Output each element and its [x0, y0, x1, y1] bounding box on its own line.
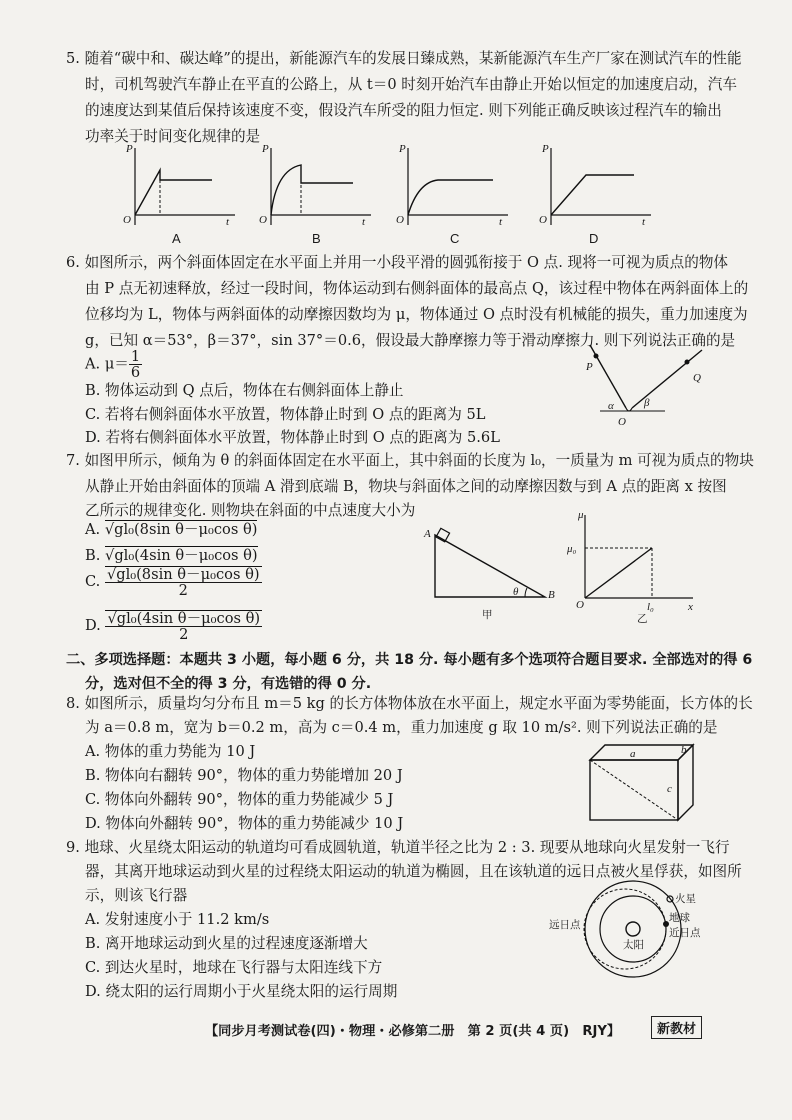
angle-alpha-label: α: [608, 400, 614, 412]
option-label: B.: [85, 547, 101, 564]
edge-a-label: a: [630, 748, 636, 760]
origin-label: O: [259, 214, 267, 226]
edge-c-label: c: [667, 783, 672, 795]
point-b-label: B: [548, 589, 555, 601]
option-expression: √gl₀(4sin θ－μ₀cos θ): [105, 547, 258, 564]
q5-option-d-label: D: [589, 231, 599, 246]
axis-x-label: x: [688, 601, 693, 613]
page-footer: 【同步月考测试卷(四)・物理・必修第二册 第 2 页(共 4 页) RJY】: [205, 1024, 621, 1039]
edge-b-label: b: [681, 744, 687, 756]
q6-option-a-prefix: A. μ＝: [85, 355, 129, 373]
q6-line-3: 位移均为 L，物体与两斜面体的动摩擦因数均为 μ，物体通过 O 点时没有机械能的损失，重力加速度为: [85, 306, 748, 323]
new-edition-badge: 新教材: [651, 1016, 702, 1039]
q6-line-1: 6. 如图所示，两个斜面体固定在水平面上并用一小段平滑的圆弧衔接于 O 点. 现将一可视为质点的物体: [66, 254, 729, 271]
q5-line-3: 的速度达到某值后保持该速度不变，假设汽车所受的阻力恒定. 则下列能正确反映该过程汽车的输出: [85, 102, 722, 119]
aphelion-label: 远日点: [549, 919, 581, 931]
transfer-orbit: [584, 889, 666, 969]
q6-option-d: D. 若将右侧斜面体水平放置，物体静止时到 O 点的距离为 5.6L: [85, 429, 500, 446]
q7-option-a: [85, 520, 257, 540]
q9-option-b: B. 离开地球运动到火星的过程速度逐渐增大: [85, 935, 368, 952]
earth-orbit: [600, 896, 666, 962]
q7-line-3: 乙所示的规律变化. 则物块在斜面的中点速度大小为: [85, 502, 416, 519]
section2-line-1: 二、多项选择题：本题共 3 小题，每小题 6 分，共 18 分. 每小题有多个选项符合题目要求. 全部选对的得 6: [66, 652, 753, 668]
q7-option-d: [85, 610, 262, 642]
fraction-denominator: 6: [130, 364, 141, 381]
q7-option-b: [85, 546, 258, 566]
q7-figure-yi: [567, 509, 705, 625]
q9-line-2: 器，其离开地球运动到火星的过程绕太阳运动的轨道为椭圆，且在该轨道的远日点被火星俘获，如图所: [85, 863, 742, 880]
point-p-label: P: [586, 361, 593, 373]
axis-p-label: P: [262, 143, 269, 155]
figure-caption-yi: 乙: [637, 613, 648, 625]
point-q-label: Q: [693, 372, 701, 384]
q5-graph-a: [120, 140, 240, 230]
option-label: A.: [85, 521, 101, 538]
q7-option-c: [85, 566, 262, 598]
q5-option-b-label: B: [312, 231, 321, 246]
q7-figure-jia: [420, 525, 560, 620]
q8-line-2: 为 a＝0.8 m，宽为 b＝0.2 m，高为 c＝0.4 m，重力加速度 g 取 10 m/s². 则下列说法正确的是: [85, 719, 718, 736]
axis-p-label: P: [399, 143, 406, 155]
angle-theta-label: θ: [513, 586, 519, 598]
perihelion-label: 近日点: [669, 927, 701, 939]
q6-option-c: C. 若将右侧斜面体水平放置，物体静止时到 O 点的距离为 5L: [85, 406, 486, 423]
axis-p-label: P: [126, 143, 133, 155]
q7-line-1: 7. 如图甲所示，倾角为 θ 的斜面体固定在水平面上，其中斜面的长度为 l₀，一质量为 m 可视为质点的物块: [66, 452, 754, 469]
power-curve: [551, 175, 634, 215]
q9-option-d: D. 绕太阳的运行周期小于火星绕太阳的运行周期: [85, 983, 398, 1000]
mu-line: [585, 548, 652, 598]
sun-icon: [626, 922, 640, 936]
q8-box-figure: [585, 742, 700, 824]
point-o-label: O: [618, 416, 626, 428]
origin-label: O: [539, 214, 547, 226]
q5-line-1: 5. 随着“碳中和、碳达峰”的提出，新能源汽车的发展日臻成熟，某新能源汽车生产厂家在测试汽车的性能: [66, 50, 742, 67]
l0-label: l₀: [647, 601, 654, 613]
q9-option-c: C. 到达火星时，地球在飞行器与太阳连线下方: [85, 959, 383, 976]
q9-orbit-figure: [545, 876, 715, 991]
fraction-denominator: 2: [179, 626, 189, 643]
angle-beta-label: β: [644, 397, 650, 409]
earth-label: 地球: [669, 912, 690, 924]
power-curve: [135, 170, 212, 215]
point-a-label: A: [424, 528, 431, 540]
axis-t-label: t: [642, 216, 646, 228]
q6-incline-figure: [580, 340, 710, 430]
q8-option-b: B. 物体向右翻转 90°，物体的重力势能增加 20 J: [85, 767, 403, 784]
q6-line-4: g，已知 α＝53°，β＝37°，sin 37°＝0.6，假设最大静摩擦力等于滑动摩擦力. 则下列说法正确的是: [85, 332, 736, 349]
axis-t-label: t: [499, 216, 503, 228]
q8-line-1: 8. 如图所示，质量均匀分布且 m＝5 kg 的长方体物体放在水平面上，规定水平面为零势能面，长方体的长: [66, 695, 753, 712]
q5-line-2: 时，司机驾驶汽车静止在平直的公路上，从 t＝0 时刻开始汽车由静止开始以恒定的加速度启动，汽车: [85, 76, 737, 93]
option-fraction: [105, 610, 262, 642]
axis-p-label: P: [542, 143, 549, 155]
origin-label: O: [123, 214, 131, 226]
sun-label: 太阳: [623, 939, 644, 951]
fraction-numerator: √gl₀(4sin θ－μ₀cos θ): [107, 610, 261, 627]
figure-caption-jia: 甲: [482, 609, 493, 621]
axis-t-label: t: [226, 216, 230, 228]
mu0-label: μ₀: [567, 543, 577, 555]
option-label: D.: [85, 617, 101, 634]
q9-line-1: 9. 地球、火星绕太阳运动的轨道均可看成圆轨道，轨道半径之比为 2 : 3. 现要从地球向火星发射一飞行: [66, 839, 730, 856]
origin-label: O: [396, 214, 404, 226]
q6-option-b: B. 物体运动到 Q 点后，物体在右侧斜面体上静止: [85, 382, 404, 399]
option-label: C.: [85, 573, 101, 590]
power-curve: [408, 180, 493, 215]
q5-option-c-label: C: [450, 231, 460, 246]
option-expression: √gl₀(8sin θ－μ₀cos θ): [104, 521, 258, 538]
q8-option-c: C. 物体向外翻转 90°，物体的重力势能减少 5 J: [85, 791, 394, 808]
option-fraction: [105, 566, 262, 598]
q6-option-a: [85, 349, 142, 380]
q8-option-d: D. 物体向外翻转 90°，物体的重力势能减少 10 J: [85, 815, 404, 832]
q6-line-2: 由 P 点无初速释放，经过一段时间，物体运动到右侧斜面体的最高点 Q，该过程中物体在两斜面体上的: [85, 280, 749, 297]
fraction-numerator: 1: [130, 348, 141, 365]
q7-line-2: 从静止开始由斜面体的顶端 A 滑到底端 B，物块与斜面体之间的动摩擦因数与到 A 点的距离 x 按图: [85, 478, 727, 495]
q5-line-4: 功率关于时间变化规律的是: [85, 128, 261, 145]
section2-line-2: 分，选对但不全的得 3 分，有选错的得 0 分.: [85, 676, 372, 692]
q5-option-a-label: A: [172, 231, 181, 246]
q5-graph-b: [256, 140, 376, 230]
q9-option-a: A. 发射速度小于 11.2 km/s: [85, 911, 270, 928]
q5-graph-d: [536, 140, 656, 230]
q5-graph-c: [393, 140, 513, 230]
mars-label: 火星: [675, 893, 696, 905]
q9-line-3: 示，则该飞行器: [85, 887, 188, 904]
axis-t-label: t: [362, 216, 366, 228]
power-curve: [271, 165, 353, 215]
q6-option-a-fraction: [129, 349, 142, 380]
q8-option-a: A. 物体的重力势能为 10 J: [85, 743, 256, 760]
axis-mu-label: μ: [578, 509, 584, 521]
fraction-numerator: √gl₀(8sin θ－μ₀cos θ): [106, 566, 260, 583]
fraction-denominator: 2: [178, 582, 188, 599]
origin-label: O: [576, 599, 584, 611]
